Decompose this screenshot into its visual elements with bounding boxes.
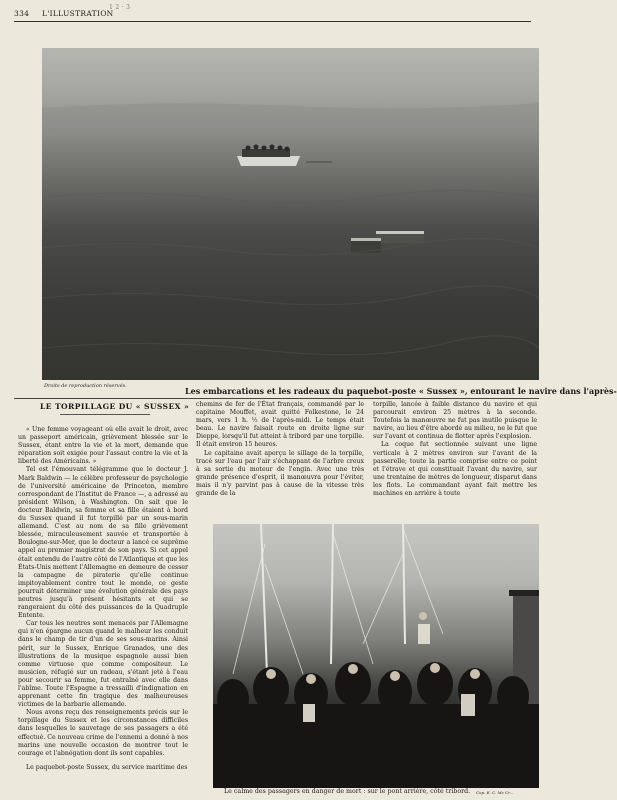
section-divider — [14, 398, 539, 399]
photo-caption: Le calme des passagers en danger de mort : sur le pont arrière, côté tribord. — [224, 788, 471, 795]
article-column-2 — [196, 401, 364, 498]
paragraph: Le paquebot-poste Sussex, du service maritime des — [26, 764, 188, 771]
deck-passengers-photo — [213, 524, 539, 788]
paragraph: La coque fut sectionnée suivant une ligne verticale à 2 mètres environ sur l'avant de la passerelle; toute la partie comprise entre ce point et l'étrave et qui constituait l'avant du navire, sur une trentaine de mètres de longueur, disparut dans les flots. Le commandant ayant fait mettre les machines en arrière à toute — [373, 441, 537, 498]
title-rule — [60, 414, 150, 415]
photo-caption: Les embarcations et les radeaux du paquebot-poste « Sussex », entourant le navire dans l'après- — [185, 386, 617, 396]
paragraph: Nous avons reçu des renseignements précis sur le torpillage du Sussex et les circonstances difficiles dans lesquelles le sauvetage de ses passagers a été effectué. Ce nouveau crime de l'ennemi a donné à nos marins une nouvelle occasion de montrer tout le courage et l'abnégation dont ils sont capables. — [18, 709, 188, 757]
page-number: 334 — [14, 9, 30, 18]
article-title: LE TORPILLAGE DU « SUSSEX » — [40, 402, 190, 411]
paragraph: « Une femme voyageant où elle avait le droit, avec un passeport américain, grièvement blessée sur le Sussex, étant entre la vie et la mort, demande que réparation soit exigée pour l'assaut contre la vie et la liberté des Américains. » — [18, 426, 188, 466]
paragraph: Tel est l'émouvant télégramme que le docteur J. Mark Baldwin — le célèbre professeur de psychologie de l'université américaine de Princeton, membre correspondant de l'Institut de France —, a adressé au président Wilson, à Washington. On sait que le docteur Baldwin, sa femme et sa fille étaient à bord du Sussex quand il fut torpillé par un sous-marin allemand. C'est au nom de sa fille grièvement blessée, miraculeusement sauvée et transportée à Boulogne-sur-Mer, que le docteur a lancé ce suprême appel au premier magistrat de son pays. Si cet appel était entendu de l'autre côté de l'Atlantique et que les États-Unis mettent l'Allemagne en demeure de cesser la campagne de piraterie qu'elle continue impitoyablement contre tout le monde, ce geste pourrait déterminer une évolution générale des pays neutres jusqu'à présent hésitants et qui se rangeraient du côté des puissances de la Quadruple Entente. — [18, 466, 188, 620]
paragraph: chemins de fer de l'État français, commandé par le capitaine Mouffet, avait quitté Folkestone, le 24 mars, vers 1 h. ½ de l'après-midi. Le temps était beau. Le navire faisait route en droite ligne sur Dieppe, lorsqu'il fut atteint à tribord par une torpille. Il était environ 15 heures. — [196, 401, 364, 449]
article-column-1 — [18, 426, 188, 758]
paragraph: torpille, lancée à faible distance du navire et qui parcourait environ 25 mètres à la seconde. Toutefois la manœuvre ne fut pas inutile puisque le navire, au lieu d'être abordé au milieu, ne le fut que sur l'avant et continua de flotter après l'explosion. — [373, 401, 537, 441]
photo-credit: Droits de reproduction réservés. — [44, 383, 127, 389]
page-header — [14, 6, 529, 20]
margin-notes: 1 2 · 3 — [109, 4, 131, 11]
article-column-3 — [373, 401, 537, 498]
header-rule — [14, 21, 531, 22]
photo-credit: Cop. E. C. Mc Cr... — [476, 790, 514, 795]
magazine-title: L'ILLUSTRATION — [42, 9, 114, 18]
paragraph: Car tous les neutres sont menacés par l'Allemagne qui n'en épargne aucun quand le malheur les conduit dans le champ de tir d'un de ses sous-marins. Ainsi périt, sur le Sussex, Enrique Granados, une des illustrations de la musique espagnole aussi bien comme virtuose que comme compositeur. Le musicien, réfugié sur un radeau, s'étant jeté à l'eau pour secourir sa femme, fut entraîné avec elle dans l'abîme. Toute l'Espagne a tressailli d'indignation en apprenant cette fin tragique des malheureuses victimes de la barbarie allemande. — [18, 620, 188, 709]
paragraph: Le capitaine avait aperçu le sillage de la torpille, tracé sur l'eau par l'air s'échappant de l'arbre creux à sa sortie du moteur de l'engin. Avec une très grande présence d'esprit, il manœuvra pour l'éviter, mais il n'y parvint pas à cause de la vitesse très grande de la — [196, 449, 364, 498]
lifeboats-photo — [42, 48, 539, 380]
